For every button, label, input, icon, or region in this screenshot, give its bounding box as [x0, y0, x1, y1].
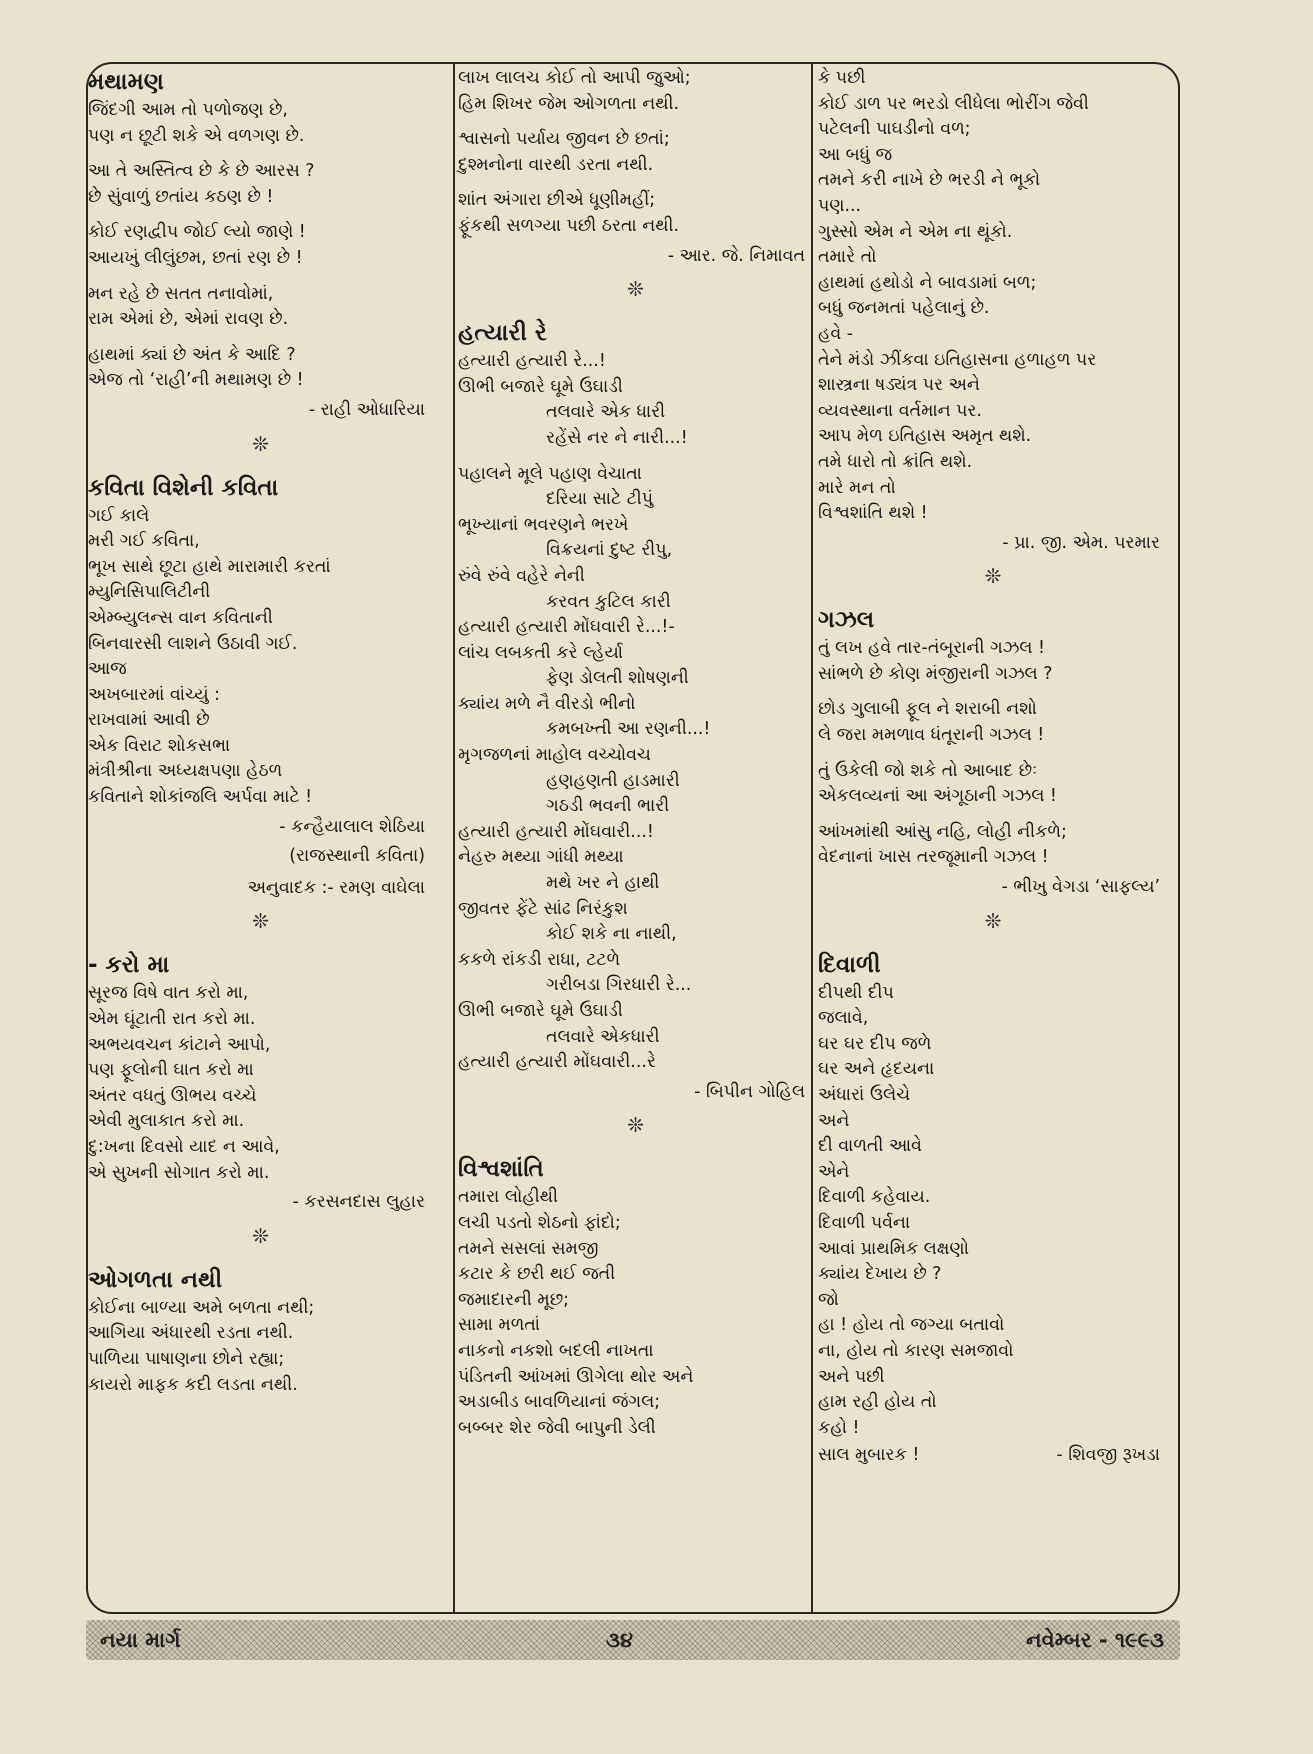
poem-line: કહો ! [818, 1417, 860, 1438]
poem-line: નાકનો નકશો બદલી નાખતા [458, 1340, 654, 1361]
poem-line: આવાં પ્રાથમિક લક્ષણો [818, 1238, 969, 1259]
poem-title: ગઝલ [818, 607, 875, 634]
poem-line: ઊભી બજારે ઘૂમે ઉઘાડી [458, 1001, 623, 1021]
poem-line: પટેલની પાઘડીનો વળ; [818, 119, 971, 140]
poem-line: ગુસ્સો એમ ને એમ ના થૂંકો. [818, 221, 1013, 242]
poem-line: પણ ફૂલોની ઘાત કરો મા [88, 1060, 254, 1081]
poem-line: પહાલને મૂલે પહાણ વેચાતા [458, 463, 642, 484]
poem-author: - કન્હૈયાલાલ શેઠિયા [279, 816, 425, 837]
poem-line: ઘર ઘર દીપ જળે [818, 1033, 932, 1054]
poem-line: રામ એમાં છે, એમાં રાવણ છે. [88, 309, 289, 330]
poem-line: હા ! હોય તો જગ્યા બતાવો [818, 1315, 1005, 1336]
poem-line: શાસ્ત્રના ષડ્યંત્ર પર અને [818, 375, 980, 396]
poem-line: છોડ ગુલાબી ફૂલ ને શરાબી નશો [818, 699, 1037, 720]
stanza-gap [818, 810, 1168, 820]
poem-title: હત્યારી રે [458, 320, 547, 347]
page-number: ૩૪ [606, 1628, 634, 1652]
poem-title: કવિતા વિશેની કવિતા [88, 474, 279, 501]
poem-line: ગઠડી ભવની ભારી [546, 796, 670, 817]
poem-line: કોઈના બાળ્યા અમે બળતા નથી; [88, 1297, 315, 1318]
poem-line: છે સુંવાળું છતાંય કઠણ છે ! [88, 186, 274, 207]
poem-line: જો [818, 1289, 839, 1310]
poem-line: લાખ લાલચ કોઈ તો આપી જુઓ; [458, 68, 691, 88]
poem-line: મારે મન તો [818, 477, 896, 498]
poem-line: મરી ગઈ કવિતા, [88, 531, 200, 552]
poem-line: એવી મુલાકાત કરો મા. [88, 1111, 245, 1132]
poem-line: ભૂખ્યાનાં ભવરણને ભરખે [458, 514, 629, 535]
separator-ornament-icon: ❊ [627, 1113, 644, 1138]
poem-author: - શિવજી રૂખડા [1056, 1445, 1160, 1466]
poem-line: વિક્રયનાં દુષ્ટ રીપુ, [546, 540, 673, 561]
poem-line: હત્યારી હત્યારી રે...! [458, 351, 606, 372]
poem-line: પણ... [818, 195, 862, 216]
poem-line: તમે ધારો તો ક્રાંતિ થશે. [818, 451, 973, 472]
poem-closing-row [818, 1443, 1168, 1469]
poem-line: જિંદગી આમ તો પળોજણ છે, [88, 100, 288, 120]
poem-block [458, 66, 813, 269]
poem-line: દિવાળી પર્વના [818, 1212, 911, 1233]
poem-line: તલવારે એક ધારી [546, 402, 666, 423]
poem-line: સામા મળતાં [458, 1315, 541, 1336]
poem-line: લચી પડતો શેઠનો ફાંદો; [458, 1212, 621, 1233]
poem-line: કવિતાને શોકાંજલિ અર્પવા માટે ! [88, 787, 313, 808]
issue-date: નવેમ્બર - ૧૯૯૩ [1026, 1628, 1164, 1652]
poem-line: દુ:ખના દિવસો યાદ ન આવે, [88, 1137, 280, 1157]
poem-line: આ તે અસ્તિત્વ છે કે છે આરસ ? [88, 161, 315, 182]
poem-line: પંડિતની આંખમાં ઊગેલા થોર અને [458, 1366, 694, 1387]
poem-line: ના, હોય તો કારણ સમજાવો [818, 1340, 1014, 1361]
poem-line: મ્યુનિસિપાલિટીની [88, 582, 211, 603]
poem-block [88, 66, 433, 424]
poem-line: અભયવચન કાંટાને આપો, [88, 1034, 271, 1055]
poem-line: અંતર વધતું ઊભય વચ્ચે [88, 1085, 257, 1106]
poem-line: વ્યવસ્થાના વર્તમાન પર. [818, 400, 982, 421]
poem-author: - રાહી ઓધારિયા [308, 399, 425, 420]
stanza-gap [88, 149, 433, 159]
poem-line: આજ [88, 659, 127, 680]
poem-line: ગઈ કાલે [88, 505, 150, 526]
poem-line: કટાર કે છરી થઈ જતી [458, 1264, 616, 1285]
poem-block [818, 949, 1168, 1469]
poem-line: જલાવે, [818, 1008, 869, 1029]
poem-line: વિશ્વશાંતિ થશે ! [818, 503, 928, 524]
poem-line: તમને કરી નાખે છે ભરડી ને ભૂકો [818, 170, 1041, 191]
poem-line: આંખમાંથી આંસુ નહિ, લોહી નીકળે; [818, 821, 1067, 842]
poem-block [818, 604, 1168, 900]
poem-line: હાથમાં હથોડો ને બાવડામાં બળ; [818, 272, 1037, 293]
poem-line: દિવાળી કહેવાય. [818, 1187, 931, 1208]
poem-author: - ભીખુ વેગડા ‘સાફલ્ય’ [1001, 877, 1160, 898]
poem-line: ઘર અને હૃદયના [818, 1059, 935, 1080]
poem-line: કકળે રાંકડી રાધા, ટટળે [458, 949, 621, 970]
poem-line: સાલ મુબારક ! [818, 1445, 920, 1466]
poem-line: એને [818, 1161, 850, 1182]
poem-title: ઓગળતા નથી [88, 1266, 223, 1293]
poem-author: - કરસનદાસ લુહાર [292, 1192, 425, 1213]
separator-ornament-icon: ❊ [252, 1223, 269, 1248]
poem-line: દી વાળતી આવે [818, 1136, 922, 1157]
separator-ornament-icon: ❊ [627, 277, 644, 302]
separator-ornament-icon: ❊ [984, 908, 1002, 933]
poem-line: એમ્બ્યુલન્સ વાન કવિતાની [88, 607, 273, 628]
poem-line: અને પછી [818, 1366, 885, 1387]
poem-title: વિશ્વશાંતિ [458, 1156, 544, 1183]
poem-line: શ્વાસનો પર્યાય જીવન છે છતાં; [458, 129, 670, 150]
poem-line: કરવત કુટિલ કારી [546, 591, 671, 612]
poem-line: મંત્રીશ્રીના અધ્યક્ષપણા હેઠળ [88, 761, 283, 782]
column-divider-1 [453, 62, 455, 1614]
poem-line: દીપથી દીપ [818, 982, 894, 1003]
poem-line: જમાદારની મૂછ; [458, 1289, 570, 1310]
magazine-name: નયા માર્ગ [100, 1628, 181, 1652]
poem-line: વેદનાનાં ખાસ તરજૂમાની ગઝલ ! [818, 847, 1049, 868]
poem-line: હત્યારી હત્યારી મોંઘવારી રે...!- [458, 617, 675, 638]
poem-line: બિનવારસી લાશને ઉઠાવી ગઈ. [88, 633, 298, 654]
stanza-gap [458, 178, 813, 188]
poem-line: આયખું લીલુંછમ, છતાં રણ છે ! [88, 247, 303, 268]
poem-line: ભૂખ સાથે છૂટા હાથે મારામારી કરતાં [88, 556, 331, 577]
column-2 [458, 66, 813, 1441]
poem-line: દરિયા સાટે ટીપું [546, 489, 654, 510]
poem-line: તેને મંડો ઝીંકવા ઇતિહાસના હળાહળ પર [818, 349, 1097, 370]
stanza-gap [458, 117, 813, 127]
poem-line: મથે ખર ને હાથી [546, 873, 660, 894]
stanza-gap [818, 749, 1168, 759]
poem-line: ફૂંકથી સળગ્યા પછી ઠરતા નથી. [458, 215, 680, 236]
poem-line: તલવારે એકધારી [546, 1026, 660, 1047]
poem-line: મન રહે છે સતત તનાવોમાં, [88, 283, 274, 304]
poem-line: પાળિયા પાષાણના છોને રહ્યા; [88, 1348, 285, 1369]
poem-author: અનુવાદક :- રમણ વાઘેલા [247, 877, 425, 898]
poem-block [88, 472, 433, 902]
poem-block [88, 949, 433, 1215]
poem-title: - કરો મા [88, 952, 170, 979]
poem-line: ફેણ ડોલતી શોષણની [546, 668, 689, 689]
poem-line: કોઈ ડાળ પર ભરડો લીધેલા ભોરીંગ જેવી [818, 93, 1089, 114]
poem-line: તમારા લોહીથી [458, 1187, 558, 1208]
poem-line: રુંવે રુંવે વહેરે નેની [458, 565, 585, 586]
poem-line: નેહરુ મથ્યા ગાંધી મથ્યા [458, 847, 624, 868]
poem-author: - બિપીન ગોહિલ [694, 1081, 805, 1102]
poem-line: લે જરા મમળાવ ધંતૂરાની ગઝલ ! [818, 725, 1045, 746]
poem-line: હવે - [818, 323, 854, 344]
poem-line: દુશ્મનોના વારથી ડરતા નથી. [458, 154, 654, 175]
poem-title: મથામણ [88, 69, 164, 95]
poem-line: હામ રહી હોય તો [818, 1392, 937, 1413]
poem-line: કોઈ રણદ્વીપ જોઈ લ્યો જાણે ! [88, 222, 306, 243]
poem-line: આગિયા અંધારથી રડતા નથી. [88, 1323, 294, 1344]
stanza-gap [88, 210, 433, 220]
stanza-gap [458, 452, 813, 462]
poem-author: - આર. જે. નિમાવત [667, 245, 805, 266]
poem-line: રહેંસે નર ને નારી...! [546, 427, 688, 448]
poem-line: સૂરજ વિષે વાત કરો મા, [88, 983, 249, 1004]
poem-line: રાખવામાં આવી છે [88, 710, 210, 731]
poem-author: (રાજસ્થાની કવિતા) [289, 846, 425, 867]
separator-ornament-icon: ❊ [252, 909, 269, 934]
poem-line: એ સુખની સોગાત કરો મા. [88, 1162, 270, 1183]
poem-line: અને [818, 1110, 850, 1131]
poem-line: સાંભળે છે કોણ મંજીરાની ગઝલ ? [818, 663, 1053, 684]
poem-line: એજ તો ‘રાહી’ની મથામણ છે ! [88, 370, 304, 391]
poem-line: પણ ન છૂટી શકે એ વળગણ છે. [88, 125, 305, 146]
poem-line: જીવતર ફેંટે સાંઢ નિરંકુશ [458, 898, 628, 919]
poem-line: તું ઉકેલી જો શકે તો આબાદ છેઃ [818, 760, 1038, 781]
poem-line: અંધારાં ઉલેચે [818, 1085, 911, 1105]
poem-line: ક્યાંય મળે નૈ વીરડો ભીનો [458, 693, 636, 714]
poem-block [88, 1264, 433, 1398]
poem-line: શાંત અંગારા છીએ ધૂણીમહીં; [458, 190, 656, 211]
poem-title: દિવાળી [818, 951, 881, 978]
poem-block [818, 66, 1168, 556]
poem-line: બબ્બર શેર જેવી બાપુની ડેલી [458, 1417, 656, 1438]
poem-line: એક વિરાટ શોકસભા [88, 735, 231, 756]
poem-line: ઊભી બજારે ઘૂમે ઉઘાડી [458, 376, 623, 397]
poem-line: લાંચ લબકતી કરે લ્હેર્યા [458, 642, 623, 663]
column-3 [818, 66, 1168, 1469]
separator-ornament-icon: ❊ [252, 431, 269, 456]
poem-line: આપ મેળ ઇતિહાસ અમૃત થશે. [818, 426, 1032, 447]
poem-line: એકલવ્યનાં આ અંગૂઠાની ગઝલ ! [818, 786, 1057, 807]
poem-line: કે પછી [818, 68, 866, 88]
poem-line: તમને સસલાં સમજી [458, 1238, 599, 1259]
poem-block [458, 317, 813, 1105]
poem-line: કમબખ્તી આ રણની...! [546, 719, 711, 740]
poem-line: કોઈ શકે ના નાથી, [546, 924, 677, 945]
poem-line: તું લખ હવે તાર-તંબૂરાની ગઝલ ! [818, 638, 1045, 659]
poem-line: ગરીબડા ગિરધારી રે... [546, 975, 692, 996]
poem-line: હાથમાં ક્યાં છે અંત કે આદિ ? [88, 344, 296, 365]
column-1 [88, 66, 433, 1398]
poem-line: આ બધું જ [818, 144, 893, 165]
poem-line: હત્યારી હત્યારી મોંઘવારી...! [458, 821, 654, 842]
poem-line: કાયરો માફક કદી લડતા નથી. [88, 1374, 298, 1395]
page-footer [86, 1620, 1180, 1660]
poem-line: અડાબીડ બાવળિયાનાં જંગલ; [458, 1392, 661, 1413]
poem-line: હિમ શિખર જેમ ઓગળતા નથી. [458, 93, 680, 114]
poem-line: ક્યાંય દેખાય છે ? [818, 1264, 942, 1285]
poem-line: બધું જનમતાં પહેલાનું છે. [818, 298, 990, 319]
poem-line: અખબારમાં વાંચ્યું : [88, 684, 220, 705]
poem-line: તમારે તો [818, 247, 877, 268]
poem-line: મૃગજળનાં માહોલ વચ્ચોવચ [458, 745, 651, 766]
poem-line: હણહણતી હાડમારી [546, 770, 680, 791]
poem-line: હત્યારી હત્યારી મોંઘવારી...રે [458, 1052, 656, 1073]
stanza-gap [88, 272, 433, 282]
poem-block [458, 1153, 813, 1441]
stanza-gap [818, 687, 1168, 697]
poem-author: - પ્રા. જી. એમ. પરમાર [1002, 532, 1160, 553]
poem-line: એમ ઘૂંટાતી રાત કરો મા. [88, 1009, 256, 1030]
stanza-gap [88, 333, 433, 343]
separator-ornament-icon: ❊ [984, 564, 1002, 589]
